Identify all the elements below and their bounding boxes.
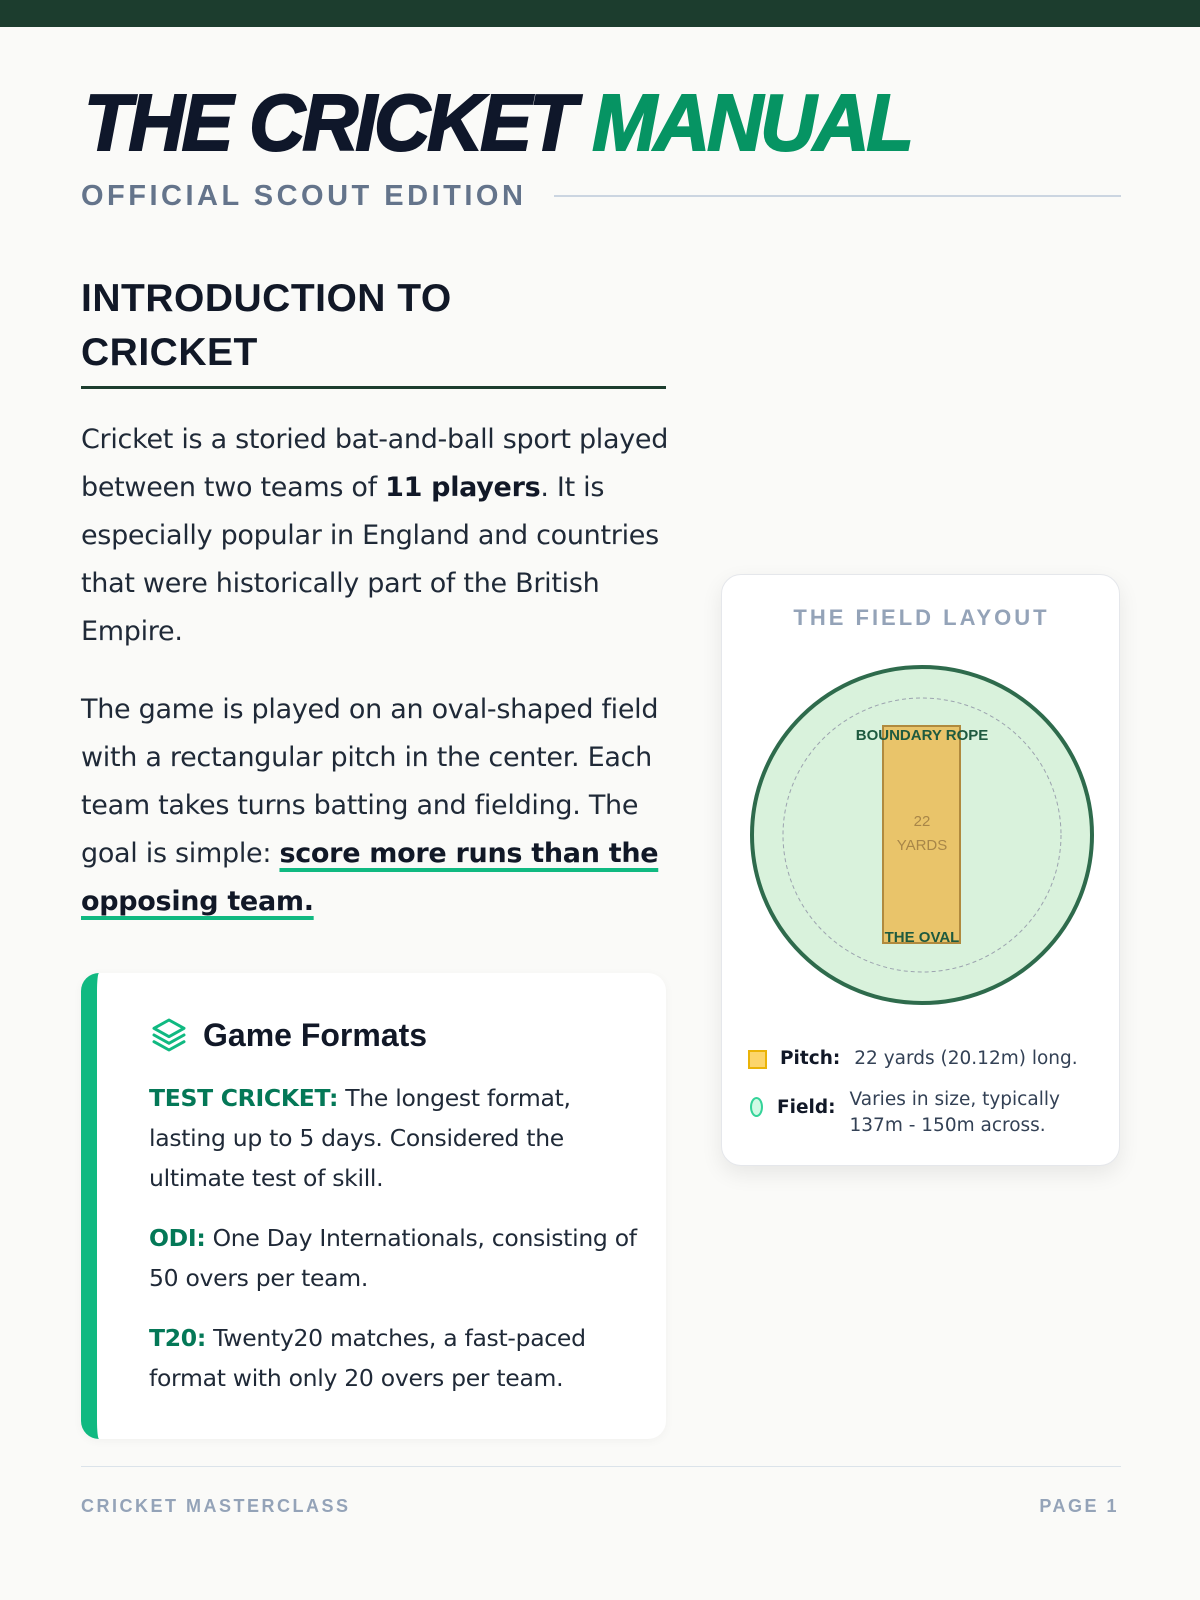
footer-publication: CRICKET MASTERCLASS — [81, 1496, 351, 1516]
field-swatch — [750, 1097, 763, 1117]
format-item-t20 — [149, 1318, 649, 1398]
p2-text-before: The game is played on an oval-shaped field with a rectangular pitch in the center. Each team takes turns batting and fielding. The goal is simple: — [81, 694, 659, 869]
layers-icon — [149, 1015, 189, 1055]
field-diagram — [747, 660, 1097, 1010]
page-number: PAGE 1 — [1039, 1496, 1119, 1516]
footer-divider — [81, 1466, 1121, 1467]
format-description: Twenty20 matches, a fast-paced format with only 20 overs per team. — [149, 1324, 586, 1392]
format-name: TEST CRICKET: — [149, 1084, 339, 1112]
p1-bold-text: 11 players — [385, 472, 541, 503]
pitch-length-label-line1: 22 — [913, 813, 931, 830]
field-layout-card — [721, 574, 1120, 1166]
title-part-accent: MANUAL — [592, 78, 912, 167]
pitch-swatch — [748, 1050, 767, 1069]
format-description: The longest format, lasting up to 5 days. Considered the ultimate test of skill. — [149, 1084, 571, 1192]
legend-description: Varies in size, typically 137m - 150m across. — [849, 1089, 1060, 1136]
boundary-rope-label: BOUNDARY ROPE — [855, 727, 989, 744]
top-band — [0, 0, 1200, 27]
format-item-odi — [149, 1218, 649, 1298]
legend-label: Pitch: — [780, 1048, 841, 1069]
format-description: One Day Internationals, consisting of 50 overs per team. — [149, 1224, 637, 1292]
subtitle-row — [81, 178, 1121, 214]
subtitle: OFFICIAL SCOUT EDITION — [81, 179, 527, 212]
intro-paragraph-1 — [81, 416, 681, 656]
format-item-test — [149, 1078, 649, 1198]
legend-pitch — [748, 1048, 1078, 1069]
game-formats-card — [81, 973, 666, 1439]
pitch-length-label-line2: YARDS — [896, 837, 948, 854]
oval-label: THE OVAL — [884, 929, 960, 946]
p1-text-before: Cricket is a storied bat-and-ball sport played between two teams of — [81, 424, 669, 503]
section-heading — [81, 272, 666, 380]
subtitle-divider — [554, 195, 1121, 197]
p1-text-after: . It is especially popular in England and countries that were historically part of the British Empire. — [81, 472, 659, 647]
formats-title: Game Formats — [203, 1016, 428, 1053]
section-heading-line1: INTRODUCTION TO — [81, 277, 452, 320]
p2-highlight-text: score more runs than the opposing team. — [81, 838, 659, 917]
legend-field — [748, 1087, 1080, 1139]
format-name: T20: — [149, 1324, 206, 1352]
title-part-primary: THE CRICKET — [84, 78, 574, 167]
format-name: ODI: — [149, 1224, 206, 1252]
intro-paragraph-2 — [81, 686, 681, 926]
legend-description: 22 yards (20.12m) long. — [854, 1048, 1078, 1069]
field-layout-title: THE FIELD LAYOUT — [793, 605, 1050, 630]
pitch-rect — [883, 726, 960, 943]
legend-label: Field: — [777, 1097, 836, 1118]
heading-underline — [81, 386, 666, 389]
section-heading-line2: CRICKET — [81, 331, 258, 374]
formats-header — [149, 1015, 427, 1055]
page-title — [84, 78, 911, 168]
